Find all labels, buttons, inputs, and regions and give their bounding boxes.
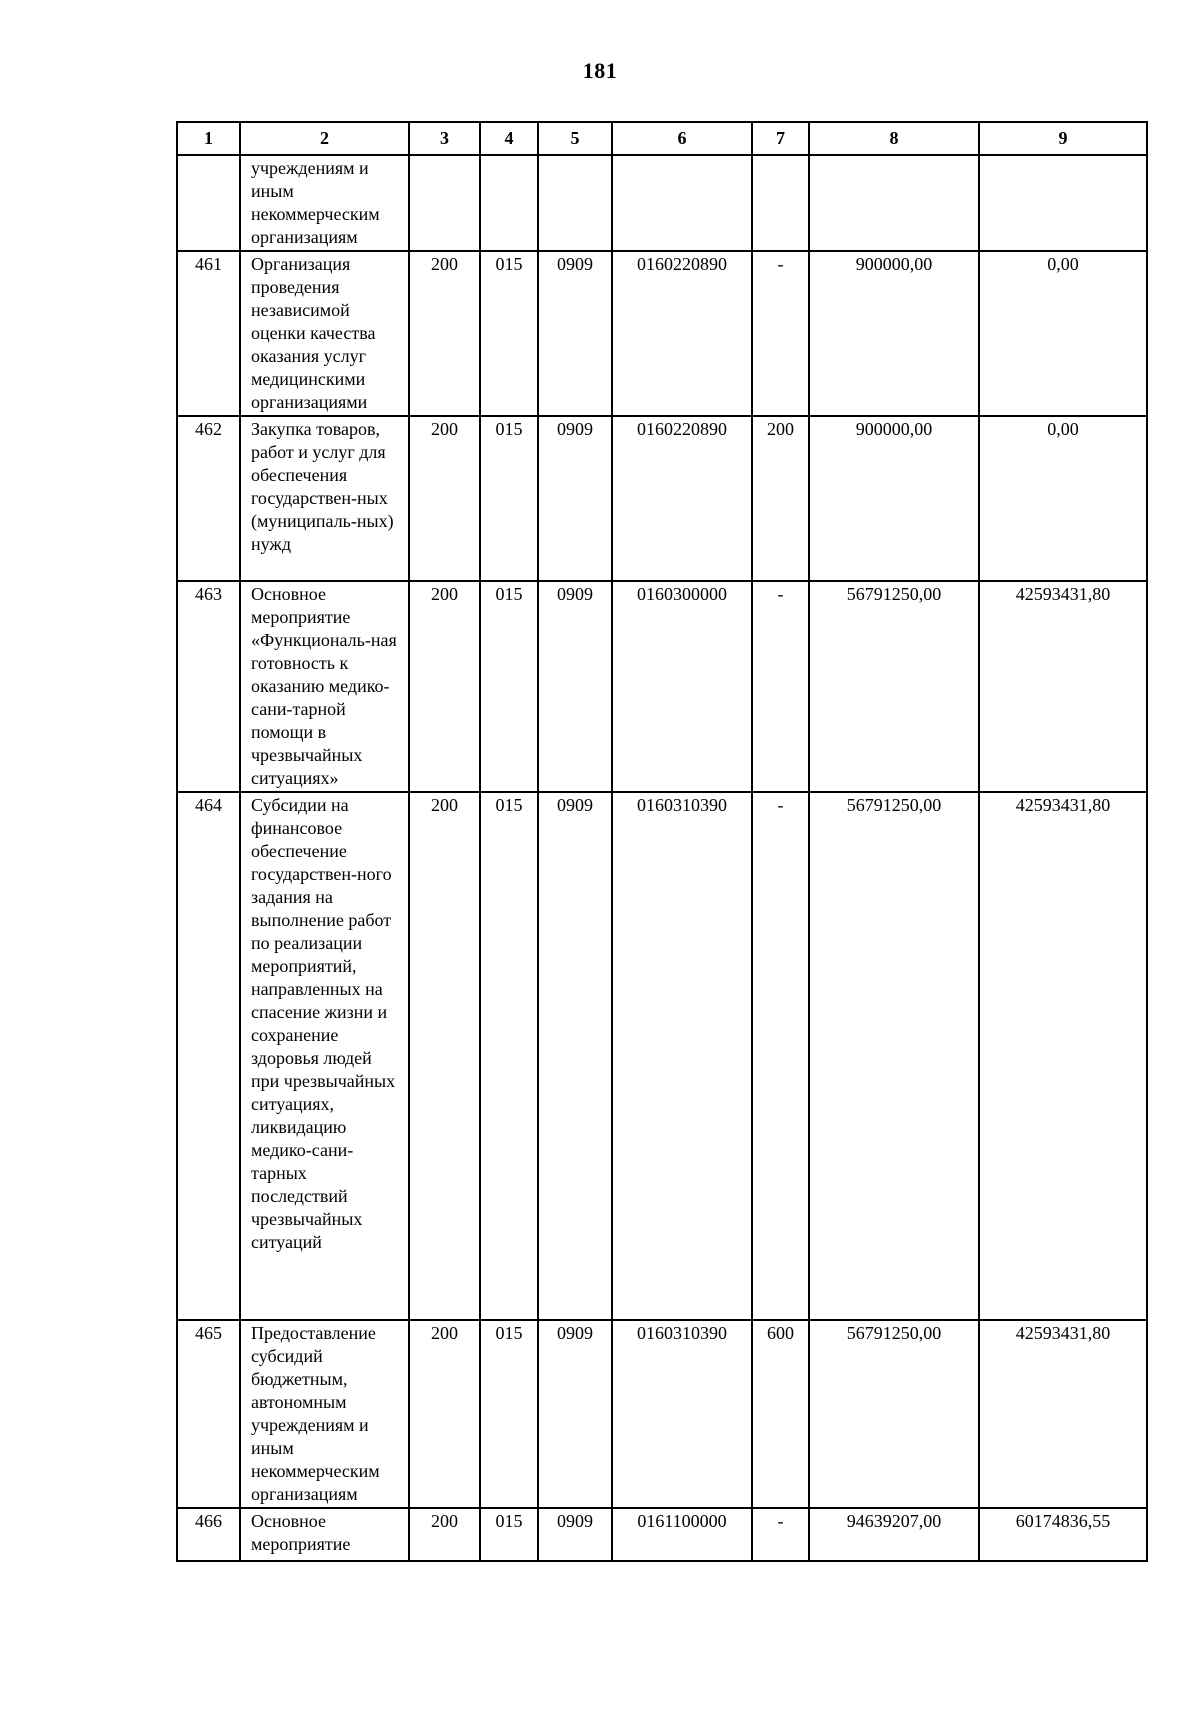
cell-col6: 0160220890 bbox=[612, 416, 752, 581]
cell-col8: 94639207,00 bbox=[809, 1508, 979, 1561]
cell-col9 bbox=[979, 155, 1147, 251]
cell-col7 bbox=[752, 155, 809, 251]
header-row bbox=[177, 122, 1147, 155]
cell-col3: 200 bbox=[409, 792, 480, 1320]
cell-col6: 0160300000 bbox=[612, 581, 752, 792]
header-cell-5: 5 bbox=[538, 122, 612, 155]
table-row bbox=[177, 416, 1147, 581]
row-name: Основное мероприятие bbox=[240, 1508, 409, 1561]
cell-col6 bbox=[612, 155, 752, 251]
header-cell-4: 4 bbox=[480, 122, 538, 155]
cell-col8 bbox=[809, 155, 979, 251]
cell-col5: 0909 bbox=[538, 251, 612, 416]
cell-col4: 015 bbox=[480, 1320, 538, 1508]
table-row bbox=[177, 581, 1147, 792]
cell-col8: 56791250,00 bbox=[809, 581, 979, 792]
table-row bbox=[177, 155, 1147, 251]
cell-col9: 42593431,80 bbox=[979, 1320, 1147, 1508]
cell-col8: 900000,00 bbox=[809, 416, 979, 581]
row-name: учреждениям и иным некоммерческим организациям bbox=[240, 155, 409, 251]
cell-col4: 015 bbox=[480, 792, 538, 1320]
row-number: 466 bbox=[177, 1508, 240, 1561]
row-number: 465 bbox=[177, 1320, 240, 1508]
cell-col9: 42593431,80 bbox=[979, 581, 1147, 792]
row-name: Основное мероприятие «Функциональ-ная готовность к оказанию медико-сани-тарной помощи в чрезвычайных ситуациях» bbox=[240, 581, 409, 792]
cell-col8: 56791250,00 bbox=[809, 1320, 979, 1508]
cell-col6: 0160310390 bbox=[612, 1320, 752, 1508]
cell-col8: 900000,00 bbox=[809, 251, 979, 416]
cell-col6: 0160310390 bbox=[612, 792, 752, 1320]
cell-col4: 015 bbox=[480, 1508, 538, 1561]
row-number: 464 bbox=[177, 792, 240, 1320]
row-name: Организация проведения независимой оценки качества оказания услуг медицинскими организациями bbox=[240, 251, 409, 416]
row-name: Закупка товаров, работ и услуг для обеспечения государствен-ных (муниципаль-ных) нужд bbox=[240, 416, 409, 581]
header-cell-9: 9 bbox=[979, 122, 1147, 155]
cell-col4: 015 bbox=[480, 581, 538, 792]
header-cell-8: 8 bbox=[809, 122, 979, 155]
cell-col5 bbox=[538, 155, 612, 251]
row-name: Субсидии на финансовое обеспечение государствен-ного задания на выполнение работ по реализации мероприятий, направленных на спасение жизни и сохранение здоровья людей при чрезвычайных ситуациях, ликвидацию медико-сани-тарных последствий чрезвычайных ситуаций bbox=[240, 792, 409, 1320]
row-number: 462 bbox=[177, 416, 240, 581]
cell-col3 bbox=[409, 155, 480, 251]
row-name: Предоставление субсидий бюджетным, автономным учреждениям и иным некоммерческим организациям bbox=[240, 1320, 409, 1508]
cell-col5: 0909 bbox=[538, 792, 612, 1320]
cell-col4 bbox=[480, 155, 538, 251]
header-cell-6: 6 bbox=[612, 122, 752, 155]
header-cell-2: 2 bbox=[240, 122, 409, 155]
cell-col7: - bbox=[752, 1508, 809, 1561]
cell-col7: 600 bbox=[752, 1320, 809, 1508]
header-cell-7: 7 bbox=[752, 122, 809, 155]
cell-col3: 200 bbox=[409, 251, 480, 416]
budget-table bbox=[176, 121, 1148, 1562]
cell-col9: 60174836,55 bbox=[979, 1508, 1147, 1561]
cell-col3: 200 bbox=[409, 581, 480, 792]
cell-col9: 0,00 bbox=[979, 251, 1147, 416]
header-cell-3: 3 bbox=[409, 122, 480, 155]
cell-col4: 015 bbox=[480, 416, 538, 581]
table-row bbox=[177, 251, 1147, 416]
cell-col7: 200 bbox=[752, 416, 809, 581]
cell-col5: 0909 bbox=[538, 581, 612, 792]
cell-col9: 42593431,80 bbox=[979, 792, 1147, 1320]
cell-col7: - bbox=[752, 251, 809, 416]
page-number: 181 bbox=[582, 58, 618, 83]
row-number: 463 bbox=[177, 581, 240, 792]
header-cell-1: 1 bbox=[177, 122, 240, 155]
cell-col3: 200 bbox=[409, 1508, 480, 1561]
table-row bbox=[177, 1508, 1147, 1561]
row-number: 461 bbox=[177, 251, 240, 416]
cell-col5: 0909 bbox=[538, 1508, 612, 1561]
cell-col6: 0161100000 bbox=[612, 1508, 752, 1561]
cell-col7: - bbox=[752, 581, 809, 792]
cell-col3: 200 bbox=[409, 1320, 480, 1508]
cell-col7: - bbox=[752, 792, 809, 1320]
cell-col6: 0160220890 bbox=[612, 251, 752, 416]
row-number bbox=[177, 155, 240, 251]
cell-col8: 56791250,00 bbox=[809, 792, 979, 1320]
cell-col4: 015 bbox=[480, 251, 538, 416]
table-row bbox=[177, 792, 1147, 1320]
cell-col5: 0909 bbox=[538, 416, 612, 581]
cell-col3: 200 bbox=[409, 416, 480, 581]
cell-col5: 0909 bbox=[538, 1320, 612, 1508]
cell-col9: 0,00 bbox=[979, 416, 1147, 581]
table-row bbox=[177, 1320, 1147, 1508]
